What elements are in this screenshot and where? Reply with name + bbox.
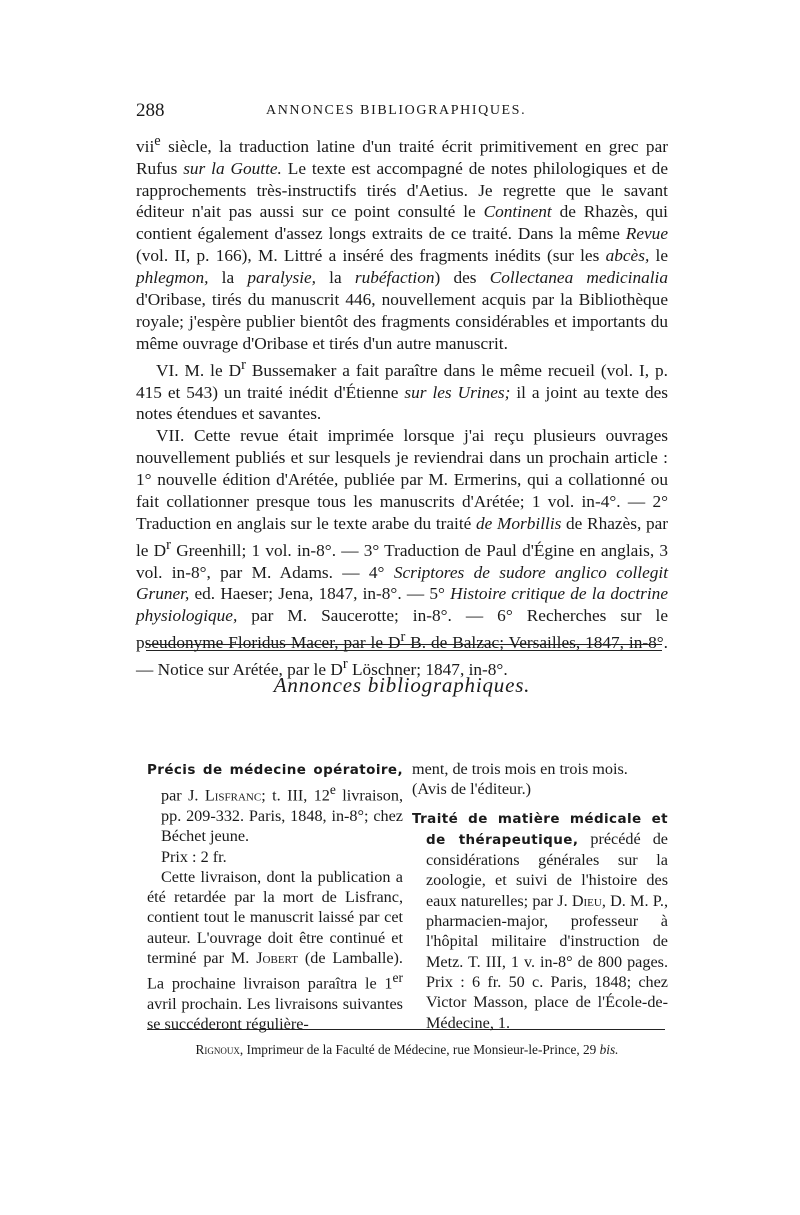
paragraph-vi bbox=[136, 355, 668, 425]
body-text bbox=[136, 131, 668, 681]
page-number: 288 bbox=[136, 100, 165, 121]
italic-title: de Morbillis bbox=[476, 513, 562, 533]
text-run: (de Lamballe). La prochaine livraison paraîtra le 1 bbox=[147, 949, 403, 993]
superscript: r bbox=[342, 655, 348, 672]
superscript: er bbox=[392, 970, 403, 986]
continued-text: ment, de trois mois en trois mois. bbox=[412, 760, 628, 778]
price-line: Prix : 2 fr. bbox=[161, 847, 227, 866]
text-run: de Rhazès, qui contient également d'assez longs extraits de ce traité. Dans la même bbox=[136, 202, 668, 244]
italic-title: Revue bbox=[625, 224, 668, 244]
double-rule-divider bbox=[146, 644, 662, 651]
italic-title: Scriptores de sudore anglico collegit Gruner, bbox=[136, 562, 668, 604]
italic-term: phlegmon, bbox=[136, 268, 209, 288]
author-name: Dieu bbox=[571, 891, 602, 910]
left-column bbox=[147, 759, 403, 1035]
text-run: précédé de considérations générales sur la zoologie, et suivi de l'histoire des eaux naturelles; par J. bbox=[426, 829, 668, 910]
section-title: Annonces bibliographiques. bbox=[273, 673, 531, 697]
italic-term: abcès, bbox=[605, 246, 650, 266]
text-run: la bbox=[208, 268, 248, 288]
text-run: (vol. II, p. 166), M. Littré a inséré des fragments inédits (sur les bbox=[136, 246, 606, 266]
entry-title: Traité de matière médicale et de thérapeutique, bbox=[412, 810, 668, 848]
text-run: B. de Balzac; Versailles, 1847, in-8°. — Notice sur Arétée, par le D bbox=[136, 633, 668, 679]
italic-term: paralysie, bbox=[247, 268, 316, 288]
author-name: Lisfranc bbox=[204, 786, 262, 805]
text-run: Löschner; 1847, in-8°. bbox=[347, 659, 508, 679]
text-run: le bbox=[649, 246, 668, 266]
text-run: ; t. III, 12 bbox=[261, 786, 330, 805]
text-run: avril prochain. Les livraisons suivantes se succéderont régulière- bbox=[147, 995, 403, 1034]
italic-title: Histoire critique de la doctrine physiologique, bbox=[136, 584, 668, 626]
superscript: r bbox=[166, 536, 171, 553]
author-name: Jobert bbox=[256, 949, 298, 968]
publisher-note: (Avis de l'éditeur.) bbox=[412, 780, 532, 799]
page-header bbox=[136, 100, 672, 126]
paragraph-continuation bbox=[136, 131, 668, 355]
text-run: Bussemaker a fait paraître dans le même recueil (vol. I, p. 415 et 543) un traité inédit d'Étienne bbox=[136, 360, 669, 402]
text-run: de Rhazès, par le D bbox=[136, 513, 669, 560]
text-run: Cette livraison, dont la publication a été retardée par la mort de Lisfranc, contient tout le manuscrit laissé par cet auteur. L'ouvrage doit être continué et terminé par M. bbox=[147, 867, 403, 968]
text-run: siècle, la traduction latine d'un traité écrit primitivement en grec par Rufus bbox=[136, 136, 668, 178]
printer-footer bbox=[147, 1042, 667, 1058]
italic-term: rubéfaction bbox=[354, 268, 435, 288]
italic-term: bis. bbox=[599, 1042, 619, 1057]
text-run: il a joint au texte des notes étendues et savantes. bbox=[136, 382, 669, 424]
text-run: VI. M. le D bbox=[156, 360, 242, 380]
right-column bbox=[412, 759, 668, 1033]
superscript: e bbox=[329, 782, 336, 798]
text-run: par M. Saucerotte; in-8°. — 6° Recherches sur le pseudonyme Floridus Macer, par le D bbox=[136, 606, 668, 652]
text-run: d'Oribase, tirés du manuscrit 446, nouvellement acquis par la Bibliothèque royale; j'espère publier bientôt des fragments considérables et importants du même ouvrage d'Oribase et tirés d'un autre manuscrit. bbox=[136, 290, 668, 353]
italic-title: Continent bbox=[483, 202, 552, 222]
entry-description bbox=[147, 867, 403, 1035]
running-head: ANNONCES BIBLIOGRAPHIQUES. bbox=[266, 103, 527, 118]
text-run: ed. Haeser; Jena, 1847, in-8°. — 5° bbox=[189, 584, 451, 604]
text-run: , Imprimeur de la Faculté de Médecine, rue Monsieur-le-Prince, 29 bbox=[239, 1042, 600, 1057]
text-run: vii bbox=[136, 136, 155, 156]
superscript: r bbox=[241, 356, 246, 373]
footer-rule bbox=[147, 1029, 665, 1030]
text-run: , D. M. P., pharmacien-major, professeur à l'hôpital militaire d'instruction de Metz. T. III, 1 v. in-8° de 800 pages. Prix : 6 fr. 50 c. Paris, 1848; chez Victor Masson, place de l'École-de-Médecine, 1. bbox=[426, 891, 669, 1032]
printer-name: Rignoux bbox=[195, 1042, 240, 1057]
text-run: Greenhill; 1 vol. in-8°. — 3° Traduction de Paul d'Égine en anglais, 3 vol. in-8°, par M. Adams. — 4° bbox=[136, 540, 668, 582]
superscript: e bbox=[154, 133, 161, 149]
text-run: la bbox=[315, 268, 355, 288]
announcement-entry bbox=[147, 759, 403, 847]
italic-title: sur la Goutte. bbox=[183, 158, 282, 178]
announcement-entry bbox=[412, 808, 668, 1033]
text-run: par J. bbox=[161, 786, 205, 805]
text-run: Le texte est accompagné de notes philologiques et de rapprochements très-instructifs tirés d'Aetius. Je regrette que le savant éditeur n'ait pas aussi sur ce point consulté le bbox=[136, 158, 668, 222]
italic-title: Collectanea medicinalia bbox=[489, 268, 668, 288]
text-run: livraison, pp. 209-332. Paris, 1848, in-8°; chez Béchet jeune. bbox=[161, 786, 403, 846]
italic-title: sur les Urines; bbox=[404, 382, 511, 402]
text-run: VII. Cette revue était imprimée lorsque j'ai reçu plusieurs ouvrages nouvellement publiés et sur lesquels je reviendrai dans un prochain article : 1° nouvelle édition d'Arétée, publiée par M. Ermerins, qui a collationné ou fait collationner presque tous les manuscrits d'Arétée; 1 vol. in-4°. — 2° Traduction en anglais sur le texte arabe du traité bbox=[136, 426, 668, 533]
entry-title: Précis de médecine opératoire, bbox=[147, 762, 403, 778]
text-run: ) des bbox=[434, 268, 490, 288]
paragraph-vii bbox=[136, 425, 668, 680]
superscript: r bbox=[400, 629, 406, 646]
